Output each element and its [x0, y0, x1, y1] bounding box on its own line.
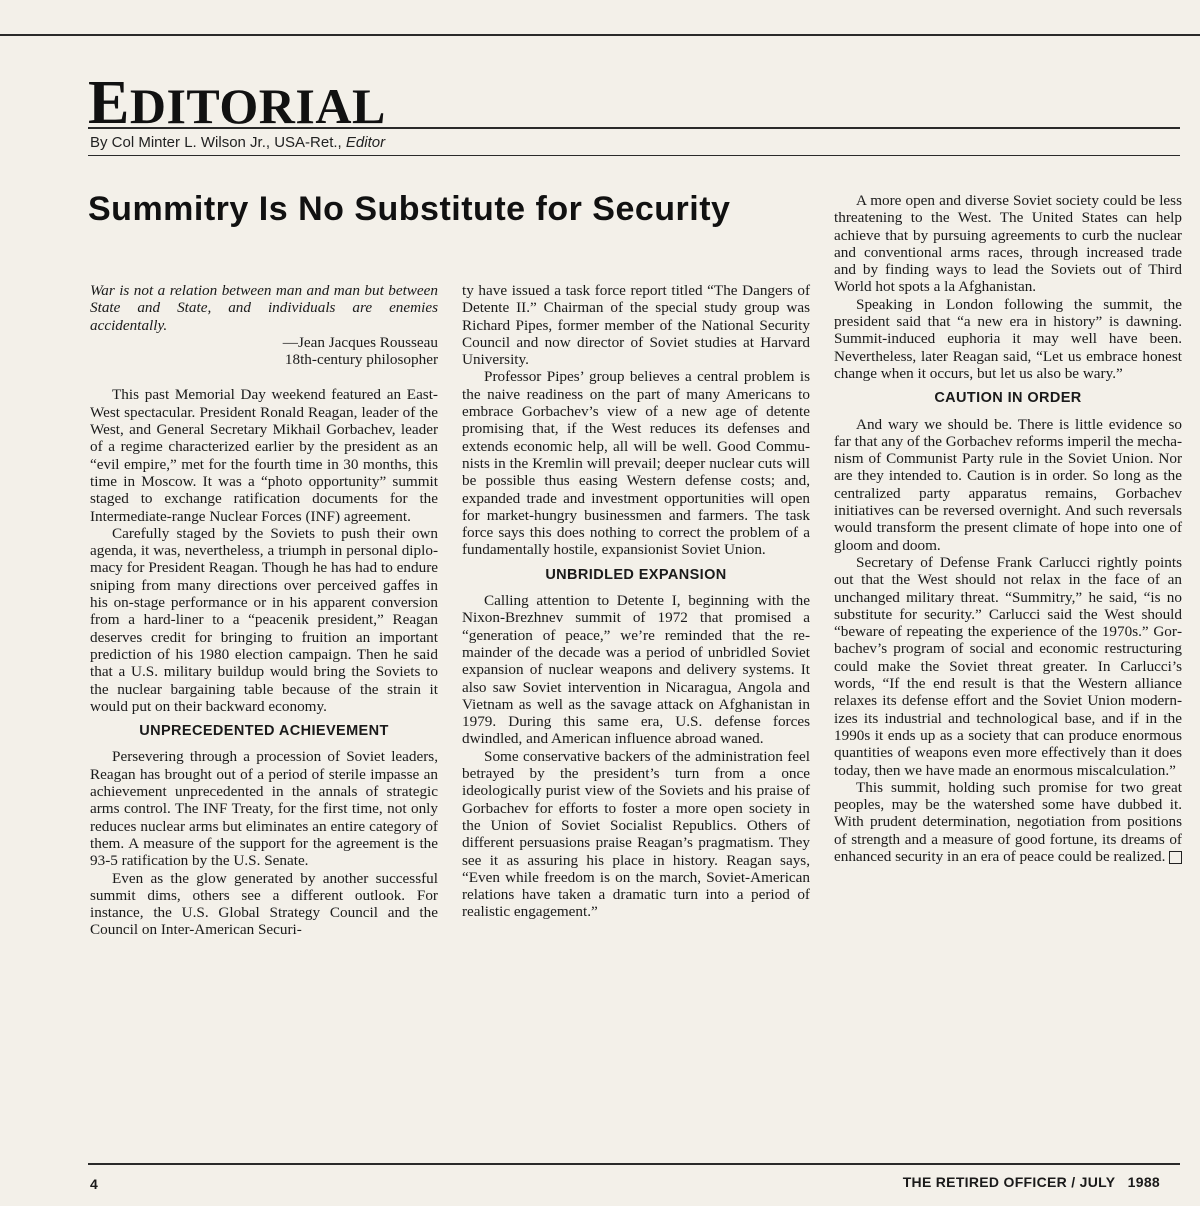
epigraph-author-desc: 18th-century philosopher [284, 351, 438, 369]
paragraph: Calling attention to Detente I, beginning with the Nixon-Brezhnev summit of 1972 that promised a “generation of peace,” we’re reminded that the remainder of the decade was a period of unbridled Soviet expansion of nuclear weapons and delivery systems. It also saw Soviet intervention in Nicaragua, Angola and Vietnam as well as the savage attack on Afghanistan in 1979. During this same era, U.S. defense forces dwindled, and American influence abroad waned. [462, 592, 810, 748]
epigraph-author: —Jean Jacques Rousseau [282, 333, 438, 351]
byline-role: Editor [345, 134, 386, 151]
footer-rule [88, 1163, 1180, 1165]
paragraph: Some conservative backers of the administration feel betrayed by the president’s turn from a once ideologically purist view of the Soviets and his praise of Gorbachev for efforts to foster a more open society in the Union of Soviet Socialist Republics. Others of different persuasions praise Reagan’s pragmatism. They see it as assuring his place in history. Reagan says, “Even while freedom is on the march, Soviet-American relations have taken a dramatic turn into a period of realistic engagement.” [462, 747, 810, 921]
paragraph: And wary we should be. There is little evidence so far that any of the Gorbachev reforms imperil the mechanism of Communist Party rule in the Soviet Union. Nor are they intended to. Caution is in order. So long as the centralized party apparatus remains, Gorbachev initiatives can be reversed overnight. And such reversals would transform the present climate of hope into one of gloom and doom. [834, 415, 1182, 554]
byline-name: By Col Minter L. Wilson Jr., USA-Ret., [90, 134, 342, 151]
epigraph-quote: War is not a relation between man and man but between State and State, and individuals are enemies accidentally. [90, 282, 438, 334]
byline [90, 134, 385, 151]
subhead-unprecedented-achievement: UNPRECEDENTED ACHIEVEMENT [139, 723, 389, 740]
article-column-1 [90, 282, 438, 939]
subhead-caution-in-order: CAUTION IN ORDER [934, 390, 1082, 407]
paragraph: Persevering through a procession of Soviet leaders, Reagan has brought out of a period of sterile impasse an achievement unprecedented in the annals of strategic arms control. The INF Treaty, for the first time, not only reduces nuclear arms but eliminates an entire category of them. A measure of the support for the agreement is the 93-5 ratification by the U.S. Senate. [90, 748, 438, 870]
page-number: 4 [90, 1176, 98, 1192]
masthead-initial: E [88, 69, 130, 137]
masthead-rest: DITORIAL [129, 78, 386, 134]
paragraph-final [834, 779, 1182, 865]
paragraph: A more open and diverse Soviet society could be less threatening to the West. The United States can help achieve that by pursuing agreements to curb the nuclear and conventional arms races, through increased trade and by finding ways to lead the Soviets out of Third World hot spots a la Afghanistan. [834, 192, 1182, 296]
paragraph-final-text: This summit, holding such promise for two great peoples, may be the watershed some have dubbed it. With prudent determination, negotiation from positions of strength and a measure of good fortune, its dreams of enhanced security in an era of peace could be realized. [834, 778, 1182, 865]
paragraph: ty have issued a task force report titled “The Dangers of Detente II.” Chairman of the special study group was Richard Pipes, former member of the National Security Council and now director of Soviet studies at Harvard University. [462, 282, 810, 369]
paragraph: Even as the glow generated by another successful summit dims, others see a different outlook. For instance, the U.S. Global Strategy Council and the Council on Inter-American Securi- [90, 869, 438, 939]
article-column-3 [834, 192, 1182, 865]
article-headline: Summitry Is No Substitute for Security [88, 190, 731, 228]
paragraph: Speaking in London following the summit, the president said that “a new era in history” is dawning. Summit-induced euphoria it may well have been. Nevertheless, later Reagan said, “Let us embrace honest change when it occurs, but let us also be wary.” [834, 295, 1182, 382]
top-rule [0, 34, 1200, 36]
end-mark-icon [1169, 851, 1182, 864]
paragraph: Professor Pipes’ group believes a central problem is the naive readiness on the part of many Americans to embrace Gorbachev’s view of a new age of detente promising that, if the West reduces its defenses and extends economic help, all will be well. Good Communists in the Kremlin will prevail; deeper nuclear cuts will be possible thus easing Western defense costs; and, expanded trade and investment opportunities will open for market-hungry businessmen and farmers. The task force says this does nothing to correct the problem of a fundamentally hostile, expansionist Soviet Union. [462, 368, 810, 559]
subhead-unbridled-expansion: UNBRIDLED EXPANSION [545, 566, 727, 583]
byline-rule [88, 155, 1180, 156]
paragraph: Secretary of Defense Frank Carlucci rightly points out that the West should not relax in the face of an unchanged military threat. “Summitry,” he said, “is no substitute for security.” Carlucci said the West should “beware of repeating the experience of the 1970s.” Gorbachev’s program of social and economic restructuring could make the Soviet threat greater. In Carlucci’s words, “If the end result is that the Western alliance relaxes its defense effort and the Soviet Union modernizes its industrial and technological base, and if in the 1990s it ends up as a society that can produce enormous quantities of weapons even more effectively than it does today, then we have made an enormous miscalculation.” [834, 553, 1182, 779]
section-masthead [88, 69, 386, 137]
running-footer: THE RETIRED OFFICER / JULY 1988 [902, 1174, 1160, 1190]
paragraph: This past Memorial Day weekend featured an East-West spectacular. President Ronald Reagan, leader of the West, and General Secretary Mikhail Gorbachev, leader of a regime characterized earlier by the president as an “evil empire,” met for the fourth time in 30 months, this time in Moscow. It was a “photo opportunity” summit staged to exchange ratification documents for the Intermediate-range Nuclear Forces (INF) agreement. [90, 386, 438, 525]
paragraph: Carefully staged by the Soviets to push their own agenda, it was, nevertheless, a triumph in personal diplomacy for President Reagan. Though he has had to endure sniping from many directions over perceived gaffes in his on-stage performance or in his apparent conversion from a hard-liner to a “peacenik president,” Reagan deserves credit for bringing to fruition an important prediction of his 1980 election campaign. Then he said that a U.S. military buildup would bring the Soviets to the nuclear bargaining table because of the strain it would put on their backward economy. [90, 524, 438, 715]
article-column-2 [462, 282, 810, 921]
